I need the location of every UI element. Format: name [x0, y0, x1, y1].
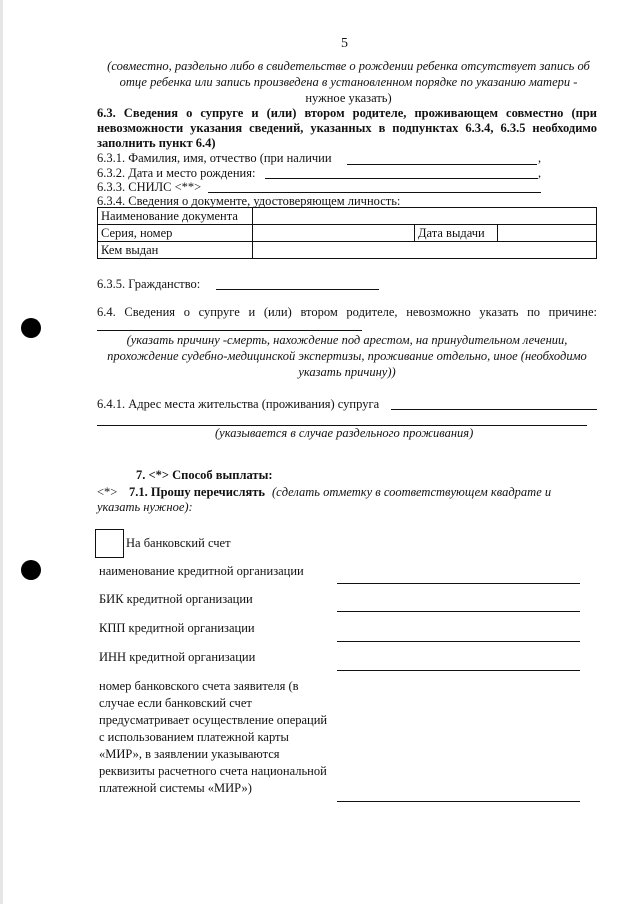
birth-comma: , — [538, 166, 542, 180]
section-7-1-prefix: <*> — [97, 485, 118, 499]
bik-line[interactable] — [337, 611, 580, 612]
account-text-7: платежной системы «МИР») — [99, 781, 252, 795]
section-6-3-heading-1: 6.3. Сведения о супруге и (или) втором родителе, проживающем совместно (при — [97, 106, 597, 120]
section-6-3-heading-3: заполнить пункт 6.4) — [97, 136, 216, 150]
account-text-4: с использованием платежной карты — [99, 730, 289, 744]
section-7-1-hint-1: (сделать отметку в соответствующем квадрате и — [272, 485, 552, 499]
section-6-3-heading-2: невозможности указания сведений, указанных в подпунктах 6.3.4, 6.3.5 необходимо — [97, 121, 597, 135]
series-label: Серия, номер — [98, 225, 253, 242]
doc-name-label: Наименование документа — [98, 208, 253, 225]
issued-by-label: Кем выдан — [98, 242, 253, 259]
section-7-title: 7. <*> Способ выплаты: — [136, 468, 273, 482]
punch-hole-top — [21, 318, 41, 338]
issue-date-label: Дата выдачи — [415, 225, 498, 242]
inn-label: ИНН кредитной организации — [99, 650, 256, 664]
page-number: 5 — [341, 36, 348, 51]
scan-edge — [0, 0, 3, 904]
bank-account-label: На банковский счет — [126, 536, 231, 550]
account-line[interactable] — [337, 801, 580, 802]
address-hint: (указывается в случае раздельного проживания) — [215, 426, 474, 440]
reason-line[interactable] — [97, 330, 362, 331]
doc-label: 6.3.4. Сведения о документе, удостоверяющем личность: — [97, 194, 401, 208]
inn-line[interactable] — [337, 670, 580, 671]
series-cell[interactable] — [253, 225, 415, 242]
account-text-2: случае если банковский счет — [99, 696, 252, 710]
section-7-1-hint-2: указать нужное): — [97, 500, 193, 514]
note-line-3: нужное указать) — [305, 91, 392, 105]
reason-hint-3: указать причину)) — [298, 365, 396, 379]
section-6-4-text: 6.4. Сведения о супруге и (или) втором родителе, невозможно указать по причине: — [97, 305, 597, 319]
issued-by-cell[interactable] — [253, 242, 597, 259]
fio-label: 6.3.1. Фамилия, имя, отчество (при наличии — [97, 151, 332, 165]
bik-label: БИК кредитной организации — [99, 592, 253, 606]
snils-label: 6.3.3. СНИЛС <**> — [97, 180, 202, 194]
note-line-2: отце ребенка или запись произведена в установленном порядке по указанию матери - — [119, 75, 578, 89]
account-text-5: «МИР», в заявлении указываются — [99, 747, 280, 761]
birth-line[interactable] — [265, 178, 538, 179]
kpp-line[interactable] — [337, 641, 580, 642]
address-line-1[interactable] — [391, 409, 597, 410]
reason-hint-2: прохождение судебно-медицинской экспертизы, проживание отдельно, иное (необходимо — [107, 349, 587, 363]
account-text-6: реквизиты расчетного счета национальной — [99, 764, 327, 778]
citizenship-label: 6.3.5. Гражданство: — [97, 277, 201, 291]
bank-name-line[interactable] — [337, 583, 580, 584]
snils-line[interactable] — [208, 192, 541, 193]
birth-label: 6.3.2. Дата и место рождения: — [97, 166, 256, 180]
kpp-label: КПП кредитной организации — [99, 621, 255, 635]
account-text-1: номер банковского счета заявителя (в — [99, 679, 299, 693]
account-text-3: предусматривает осуществление операций — [99, 713, 328, 727]
doc-name-cell[interactable] — [253, 208, 597, 225]
fio-line[interactable] — [347, 164, 537, 165]
punch-hole-bottom — [21, 560, 41, 580]
document-table — [97, 207, 597, 259]
fio-comma: , — [538, 151, 542, 165]
section-7-1-title: 7.1. Прошу перечислять — [129, 485, 265, 499]
address-label: 6.4.1. Адрес места жительства (проживания) супруга — [97, 397, 380, 411]
issue-date-cell[interactable] — [498, 225, 597, 242]
bank-account-checkbox[interactable] — [95, 529, 124, 558]
bank-name-label: наименование кредитной организации — [99, 564, 304, 578]
citizenship-line[interactable] — [216, 289, 379, 290]
note-line-1: (совместно, раздельно либо в свидетельстве о рождении ребенка отсутствует запись об — [107, 59, 590, 73]
reason-hint-1: (указать причину -смерть, нахождение под арестом, на принудительном лечении, — [126, 333, 568, 347]
